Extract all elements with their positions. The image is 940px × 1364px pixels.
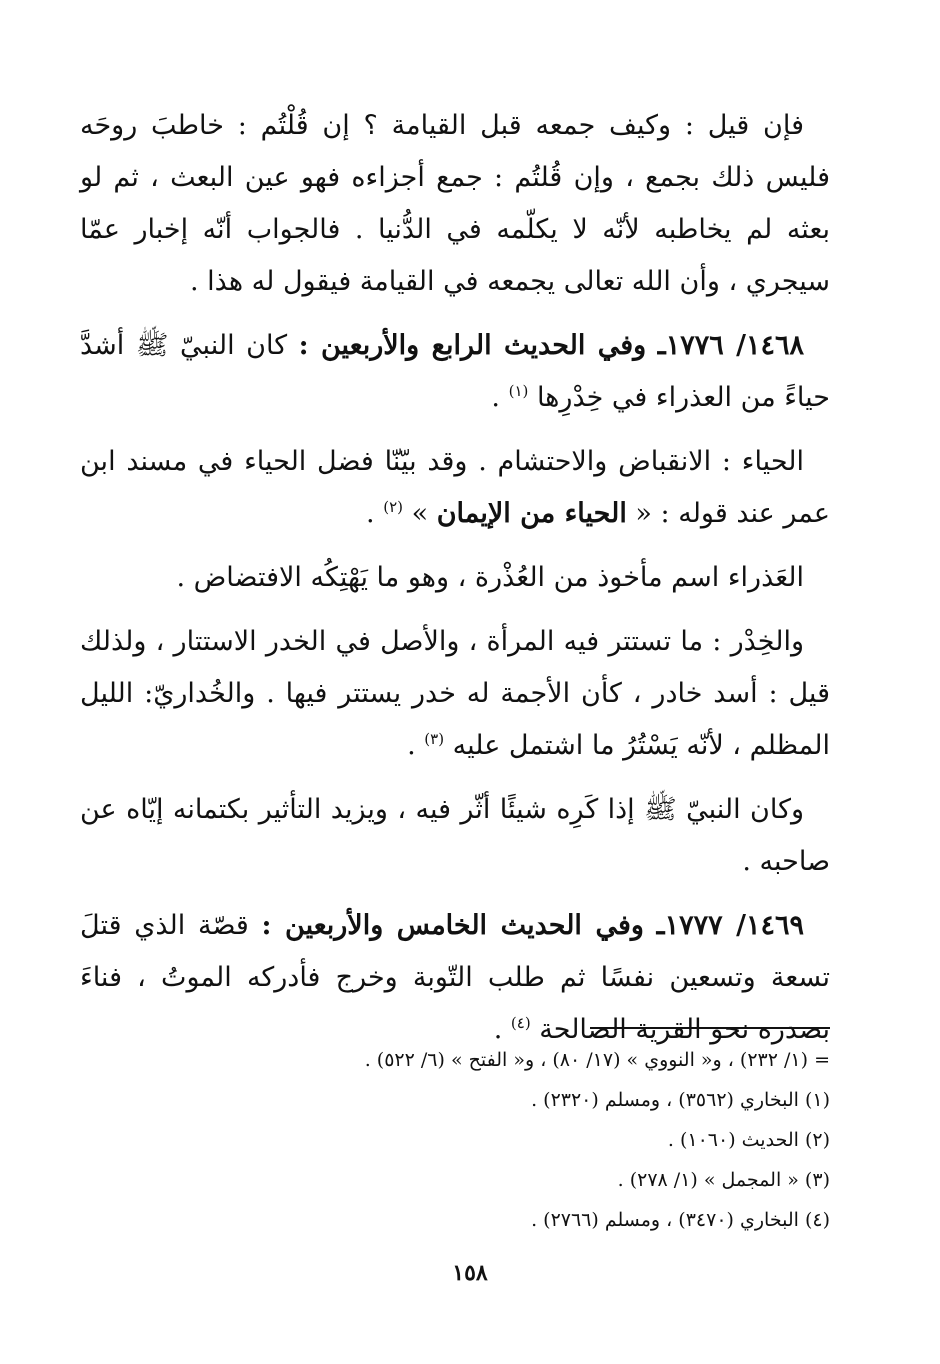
hadith-text: قصّة الذي قتلَ تسعة وتسعين نفسًا ثم طلب التّوبة وخرج فأدركه الموتُ ، فناءَ بصدره نحو القرية الصالحة bbox=[80, 910, 830, 1045]
main-text bbox=[80, 100, 830, 1068]
hadith-title: وفي الحديث الخامس والأربعين : bbox=[261, 910, 644, 941]
quote-open: « bbox=[635, 498, 652, 529]
footnote-ref: (٢) bbox=[383, 498, 403, 516]
footnotes bbox=[120, 1040, 830, 1240]
footnote-1: (١) البخاري (٣٥٦٢) ، ومسلم (٢٣٢٠) . bbox=[531, 1089, 830, 1111]
paragraph-adhra bbox=[80, 552, 830, 604]
paragraph-text: الحياء : الانقباض والاحتشام . وقد بيّنّا فضل الحياء في مسند ابن عمر عند قوله : bbox=[80, 446, 830, 529]
hadith-number: ١٤٦٩/ ١٧٧٧ـ bbox=[656, 910, 805, 941]
hadith-title: وفي الحديث الرابع والأربعين : bbox=[298, 330, 647, 361]
footnote-4: (٤) البخاري (٣٤٧٠) ، ومسلم (٢٧٦٦) . bbox=[531, 1209, 830, 1231]
footnote-ref: (١) bbox=[508, 382, 529, 400]
hadith-1469 bbox=[80, 900, 830, 1056]
paragraph-text: وكان النبيّ ﷺ إذا كَرِه شيئًا أثّر فيه ، ويزيد التأثير بكتمانه إيّاه عن صاحبه . bbox=[80, 794, 830, 877]
quoted-hadith: الحياء من الإيمان bbox=[436, 498, 627, 529]
sentence-end: . bbox=[366, 498, 375, 529]
hadith-1468 bbox=[80, 320, 830, 424]
paragraph-khidr bbox=[80, 616, 830, 772]
footnote-2: (٢) الحديث (١٠٦٠) . bbox=[667, 1129, 830, 1151]
footnote-divider bbox=[590, 1027, 830, 1029]
page-number: ١٥٨ bbox=[452, 1260, 488, 1286]
footnote-3: (٣) « المجمل » (١/ ٢٧٨) . bbox=[617, 1169, 830, 1191]
footnote-continued: = (١/ ٢٣٢) ، و« النووي » (١٧/ ٨٠) ، و« الفتح » (٦/ ٥٢٢) . bbox=[364, 1049, 830, 1071]
paragraph-prophet bbox=[80, 784, 830, 888]
sentence-end: . bbox=[493, 1014, 503, 1045]
footnote-ref: (٣) bbox=[424, 730, 445, 748]
sentence-end: . bbox=[491, 382, 500, 413]
paragraph-text: والخِدْر : ما تستتر فيه المرأة ، والأصل في الخدر الاستتار ، ولذلك قيل : أسد خادر ، كأن الأجمة له خدر يستتر فيها . والخُداريّ: الليل المظلم ، لأنّه يَسْتُرُ ما اشتمل عليه bbox=[80, 626, 830, 761]
paragraph-text: فإن قيل : وكيف جمعه قبل القيامة ؟ إن قُلْتُم : خاطبَ روحَه فليس ذلك بجمع ، وإن قُلتُم : جمع أجزاءه فهو عين البعث ، ثم لو بعثه لم يخاطبه لأنّه لا يكلّمه في الدُّنيا . فالجواب أنّه إخبار عمّا سيجري ، وأن الله تعالى يجمعه في القيامة فيقول له هذا . bbox=[80, 110, 830, 297]
hadith-text: كان النبيّ ﷺ أشدَّ حياءً من العذراء في خِدْرِها bbox=[80, 330, 830, 413]
footnote-ref: (٤) bbox=[510, 1014, 531, 1032]
hadith-number: ١٤٦٨/ ١٧٧٦ـ bbox=[657, 330, 804, 361]
quote-close: » bbox=[411, 498, 429, 529]
paragraph-haya bbox=[80, 436, 830, 540]
paragraph-intro bbox=[80, 100, 830, 308]
sentence-end: . bbox=[407, 730, 416, 761]
paragraph-text: العَذراء اسم مأخوذ من العُذْرة ، وهو ما يَهْتِكُه الافتضاض . bbox=[176, 562, 804, 593]
